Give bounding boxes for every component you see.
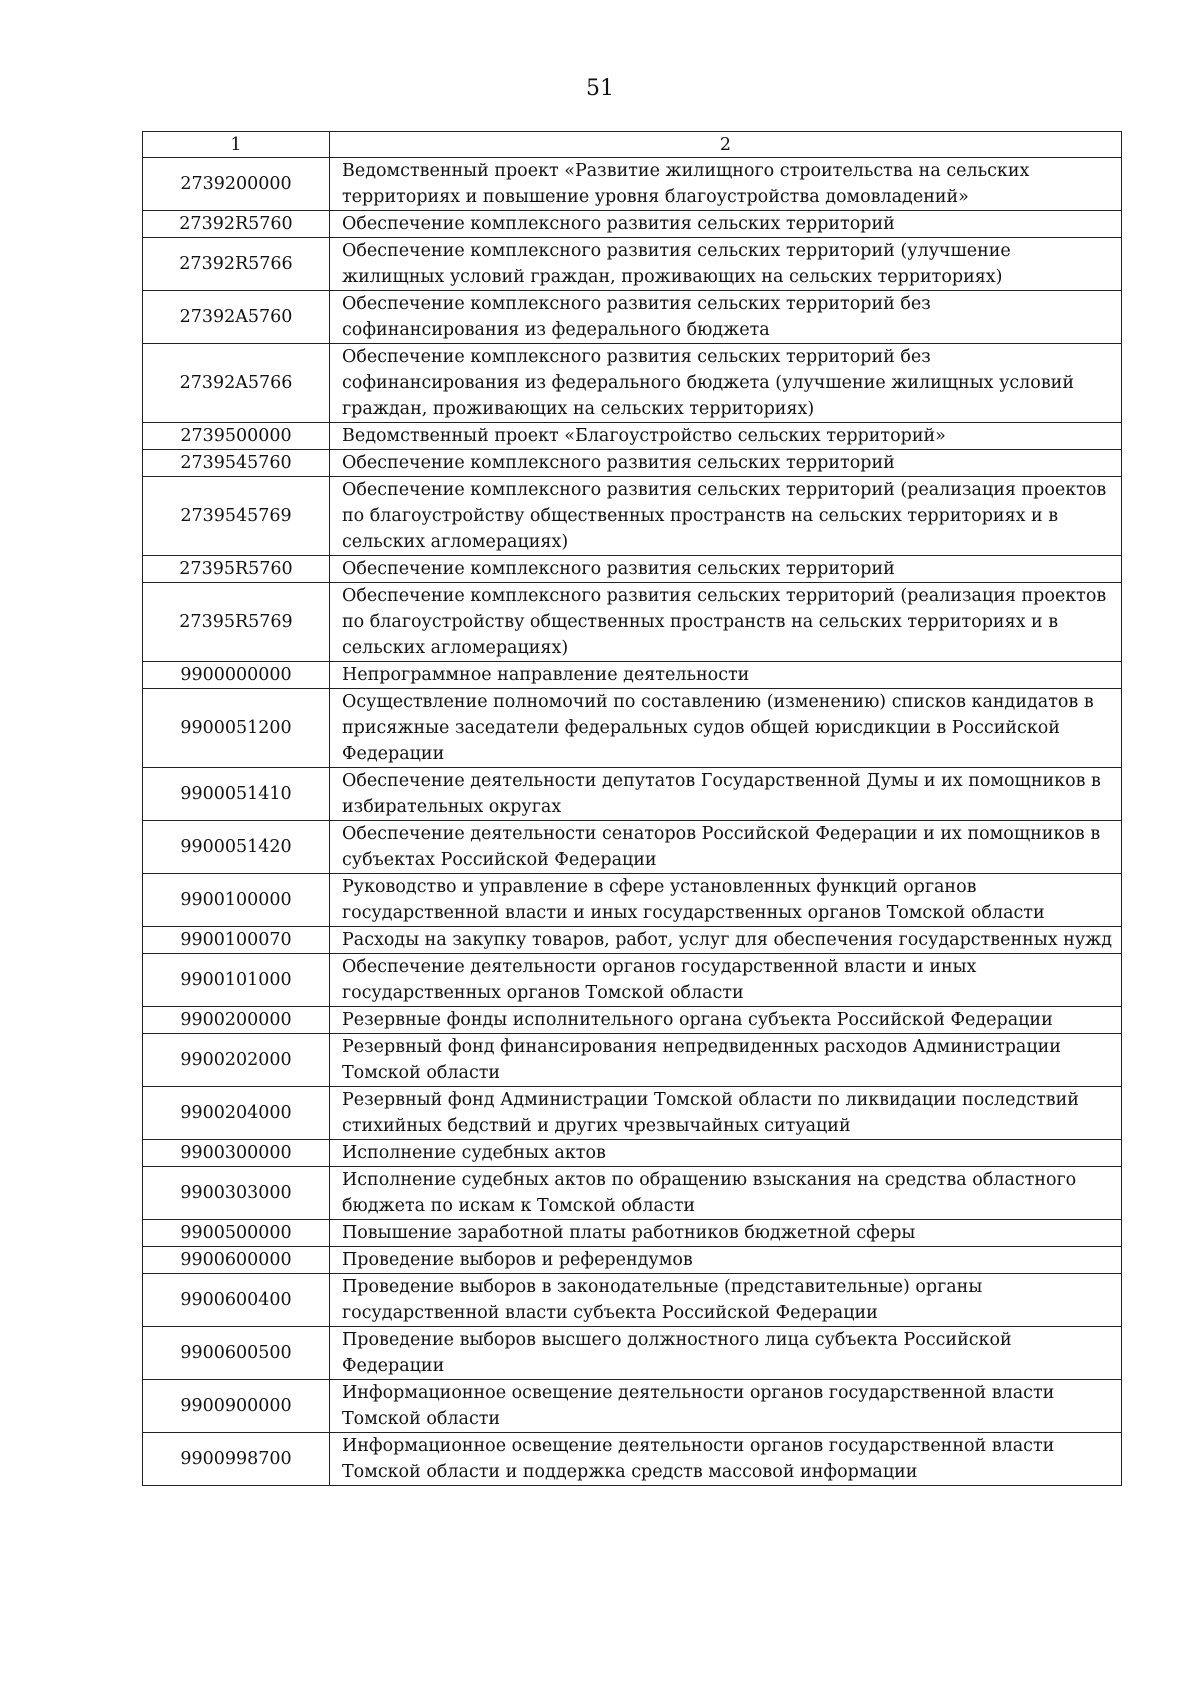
table-row — [143, 291, 1122, 344]
table-body — [143, 158, 1122, 1486]
row-name-cell: Проведение выборов высшего должностного лица субъекта Российской Федерации — [330, 1327, 1122, 1380]
row-code-cell: 9900202000 — [143, 1034, 330, 1087]
row-name-cell: Расходы на закупку товаров, работ, услуг для обеспечения государственных нужд — [330, 927, 1122, 954]
row-name-cell: Ведомственный проект «Развитие жилищного строительства на сельских территориях и повышение уровня благоустройства домовладений» — [330, 158, 1122, 211]
table-row — [143, 1007, 1122, 1034]
row-name-cell: Обеспечение комплексного развития сельских территорий (реализация проектов по благоустройству общественных пространств на сельских территориях и в сельских агломерациях) — [330, 477, 1122, 556]
row-code-cell: 9900000000 — [143, 662, 330, 689]
row-code-cell: 27392R5766 — [143, 238, 330, 291]
row-name-cell: Руководство и управление в сфере установленных функций органов государственной власти и иных государственных органов Томской области — [330, 874, 1122, 927]
table-row — [143, 344, 1122, 423]
row-code-cell: 9900100000 — [143, 874, 330, 927]
row-name-cell: Обеспечение комплексного развития сельских территорий — [330, 211, 1122, 238]
row-code-cell: 9900600400 — [143, 1274, 330, 1327]
table-row — [143, 583, 1122, 662]
row-name-cell: Обеспечение комплексного развития сельских территорий (улучшение жилищных условий граждан, проживающих на сельских территориях) — [330, 238, 1122, 291]
row-name-cell: Обеспечение деятельности сенаторов Российской Федерации и их помощников в субъектах Российской Федерации — [330, 821, 1122, 874]
row-code-cell: 2739200000 — [143, 158, 330, 211]
budget-codes-table — [142, 131, 1122, 1486]
row-code-cell: 2739545760 — [143, 450, 330, 477]
row-code-cell: 9900101000 — [143, 954, 330, 1007]
row-code-cell: 9900600000 — [143, 1247, 330, 1274]
row-name-cell: Резервный фонд Администрации Томской области по ликвидации последствий стихийных бедствий и других чрезвычайных ситуаций — [330, 1087, 1122, 1140]
table-row — [143, 1380, 1122, 1433]
row-name-cell: Информационное освещение деятельности органов государственной власти Томской области и поддержка средств массовой информации — [330, 1433, 1122, 1486]
table-row — [143, 1140, 1122, 1167]
table-row — [143, 1327, 1122, 1380]
row-name-cell: Обеспечение комплексного развития сельских территорий без софинансирования из федерального бюджета — [330, 291, 1122, 344]
table-row — [143, 1247, 1122, 1274]
row-code-cell: 9900300000 — [143, 1140, 330, 1167]
row-code-cell: 9900998700 — [143, 1433, 330, 1486]
row-code-cell: 27395R5760 — [143, 556, 330, 583]
row-name-cell: Исполнение судебных актов — [330, 1140, 1122, 1167]
table-row — [143, 954, 1122, 1007]
table-row — [143, 1087, 1122, 1140]
table-row — [143, 211, 1122, 238]
row-code-cell: 9900500000 — [143, 1220, 330, 1247]
table-row — [143, 821, 1122, 874]
row-name-cell: Обеспечение комплексного развития сельских территорий — [330, 556, 1122, 583]
row-code-cell: 9900051200 — [143, 689, 330, 768]
row-code-cell: 9900600500 — [143, 1327, 330, 1380]
page-number: 51 — [586, 76, 614, 101]
row-code-cell: 9900204000 — [143, 1087, 330, 1140]
table-row — [143, 1167, 1122, 1220]
row-code-cell: 9900900000 — [143, 1380, 330, 1433]
row-name-cell: Резервные фонды исполнительного органа субъекта Российской Федерации — [330, 1007, 1122, 1034]
table-row — [143, 450, 1122, 477]
row-code-cell: 9900303000 — [143, 1167, 330, 1220]
table-row — [143, 927, 1122, 954]
row-code-cell: 27395R5769 — [143, 583, 330, 662]
table-row — [143, 768, 1122, 821]
column-header-name: 2 — [330, 132, 1122, 158]
row-name-cell: Проведение выборов и референдумов — [330, 1247, 1122, 1274]
table-row — [143, 1220, 1122, 1247]
row-code-cell: 9900051410 — [143, 768, 330, 821]
row-name-cell: Проведение выборов в законодательные (представительные) органы государственной власти субъекта Российской Федерации — [330, 1274, 1122, 1327]
row-code-cell: 27392A5760 — [143, 291, 330, 344]
row-name-cell: Обеспечение комплексного развития сельских территорий без софинансирования из федерального бюджета (улучшение жилищных условий граждан, проживающих на сельских территориях) — [330, 344, 1122, 423]
row-code-cell: 9900100070 — [143, 927, 330, 954]
row-name-cell: Непрограммное направление деятельности — [330, 662, 1122, 689]
table-row — [143, 423, 1122, 450]
row-name-cell: Повышение заработной платы работников бюджетной сферы — [330, 1220, 1122, 1247]
table-row — [143, 1433, 1122, 1486]
table-row — [143, 874, 1122, 927]
row-code-cell: 9900051420 — [143, 821, 330, 874]
row-code-cell: 27392R5760 — [143, 211, 330, 238]
row-code-cell: 2739545769 — [143, 477, 330, 556]
row-code-cell: 2739500000 — [143, 423, 330, 450]
row-code-cell: 9900200000 — [143, 1007, 330, 1034]
table-row — [143, 1274, 1122, 1327]
row-name-cell: Ведомственный проект «Благоустройство сельских территорий» — [330, 423, 1122, 450]
table-header-row — [143, 132, 1122, 158]
table-row — [143, 689, 1122, 768]
row-name-cell: Обеспечение комплексного развития сельских территорий (реализация проектов по благоустройству общественных пространств на сельских территориях и в сельских агломерациях) — [330, 583, 1122, 662]
row-code-cell: 27392A5766 — [143, 344, 330, 423]
row-name-cell: Обеспечение деятельности депутатов Государственной Думы и их помощников в избирательных округах — [330, 768, 1122, 821]
table-row — [143, 556, 1122, 583]
row-name-cell: Информационное освещение деятельности органов государственной власти Томской области — [330, 1380, 1122, 1433]
row-name-cell: Обеспечение деятельности органов государственной власти и иных государственных органов Томской области — [330, 954, 1122, 1007]
table-row — [143, 158, 1122, 211]
row-name-cell: Осуществление полномочий по составлению (изменению) списков кандидатов в присяжные заседатели федеральных судов общей юрисдикции в Российской Федерации — [330, 689, 1122, 768]
table-row — [143, 238, 1122, 291]
row-name-cell: Исполнение судебных актов по обращению взыскания на средства областного бюджета по искам к Томской области — [330, 1167, 1122, 1220]
row-name-cell: Обеспечение комплексного развития сельских территорий — [330, 450, 1122, 477]
table-row — [143, 662, 1122, 689]
column-header-code: 1 — [143, 132, 330, 158]
row-name-cell: Резервный фонд финансирования непредвиденных расходов Администрации Томской области — [330, 1034, 1122, 1087]
table-row — [143, 477, 1122, 556]
table-row — [143, 1034, 1122, 1087]
